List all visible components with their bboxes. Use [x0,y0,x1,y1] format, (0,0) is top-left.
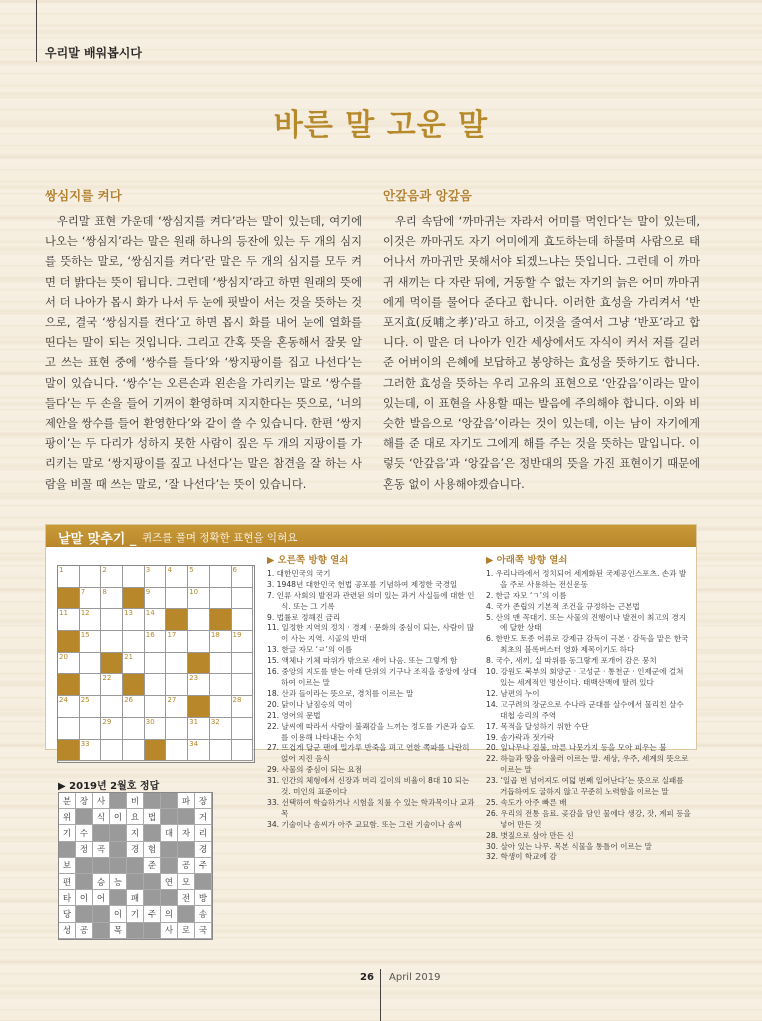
answer-cell: 주 [144,906,161,922]
crossword-cell[interactable] [101,696,123,718]
crossword-cell[interactable] [80,696,102,718]
answer-block [93,858,110,874]
answer-cell: 리 [195,825,212,841]
clue-item: 33. 선택하여 학습하거나 시험을 치룰 수 있는 학과목이나 교과목 [267,797,475,818]
clue-number: 29 [102,717,112,726]
answer-cell: 능 [110,874,127,890]
answer-cell: 파 [178,793,195,809]
clue-number: 9 [145,587,151,596]
crossword-cell[interactable] [210,674,232,696]
crossword-cell[interactable] [145,653,167,675]
crossword-cell[interactable] [123,631,145,653]
clue-number: 30 [145,717,155,726]
clue-item: 13. 한글 자모 ‘ㄹ’의 이름 [267,645,353,655]
crossword-block [101,653,123,675]
header-rule [36,0,37,62]
clue-number: 18 [210,631,220,640]
crossword-cell[interactable] [145,718,167,740]
clue-item: 31. 인간의 체형에서 신장과 머리 길이의 비율이 8대 10 되는 것. 미인의 표준이다 [267,776,470,797]
answer-grid [58,792,213,940]
answer-cell: 비 [127,793,144,809]
crossword-cell[interactable] [210,740,232,762]
crossword-cell[interactable] [101,631,123,653]
left-article [45,186,362,495]
clue-item: 1. 우리나라에서 정치되어 세계화된 국제공인스포츠. 손과 발을 주로 사용하는 전신운동 [486,568,687,589]
clue-item: 10. 강원도 북부의 회양군 · 고성군 · 통천군 · 인제군에 걸쳐 있는 세계적인 명산이다. 태백산맥에 딸려 있다 [486,667,684,687]
crossword-cell[interactable] [101,609,123,631]
crossword-cell[interactable] [101,740,123,762]
answer-cell: 보 [59,858,76,874]
clue-number: 8 [102,587,107,596]
crossword-cell[interactable] [101,566,123,588]
crossword-cell[interactable] [188,740,210,762]
clue-number: 32 [210,717,220,726]
answer-block [161,793,178,809]
crossword-cell[interactable] [80,718,102,740]
crossword-cell[interactable] [166,588,188,610]
answer-block [144,793,161,809]
answer-block [76,809,93,825]
answer-cell: 이 [110,809,127,825]
answer-cell: 사 [161,923,178,939]
clue-item: 11. 일정한 지역의 정치 · 경제 · 문화의 중심이 되는, 사람이 많이 사는 지역. 시골의 반대 [267,623,475,644]
crossword-cell[interactable] [188,674,210,696]
crossword-cell[interactable] [58,718,80,740]
answer-cell: 자 [178,825,195,841]
answer-block [59,842,76,858]
crossword-cell[interactable] [123,718,145,740]
clue-item: 2. 한글 자모 ‘ㄱ’의 이름 [486,590,567,600]
answer-cell: 법 [144,809,161,825]
crossword-cell[interactable] [101,588,123,610]
answer-cell: 장 [195,793,212,809]
down-clues-title: ▶ 아래쪽 방향 열쇠 [486,555,568,566]
answer-block [161,842,178,858]
answer-cell: 로 [178,923,195,939]
clue-number: 7 [80,587,86,596]
crossword-grid [57,565,255,763]
crossword-cell[interactable] [145,674,167,696]
answer-cell: 방 [195,890,212,906]
crossword-cell[interactable] [123,740,145,762]
answer-block [110,793,127,809]
answer-block [178,809,195,825]
crossword-cell[interactable] [166,718,188,740]
answer-cell: 성 [59,923,76,939]
clue-item: 17. 목적을 달성하기 위한 수단 [486,721,589,731]
answer-block [144,825,161,841]
answer-block [93,906,110,922]
answer-cell: 경 [195,842,212,858]
answer-cell: 지 [127,825,144,841]
answer-cell: 곡 [93,842,110,858]
answer-cell: 장 [76,793,93,809]
crossword-cell[interactable] [210,588,232,610]
clue-item: 6. 한반도 토종 어류로 강제규 감독이 극본 · 감독을 맡은 한국 최초의 블록버스터 영화 제목이기도 하다 [486,634,689,655]
clue-number: 33 [80,739,90,748]
clue-item: 25. 속도가 아주 빠른 배 [486,797,567,807]
crossword-cell[interactable] [123,566,145,588]
crossword-cell[interactable] [123,609,145,631]
right-article-heading: 안갚음과 앙갚음 [383,188,472,203]
answer-cell: 식 [93,809,110,825]
crossword-cell[interactable] [58,566,80,588]
answer-block [161,809,178,825]
answer-block [76,906,93,922]
answer-cell: 공 [76,923,93,939]
clue-number: 19 [232,631,242,640]
answer-cell: 위 [59,809,76,825]
footer-rule [380,969,381,1021]
clue-number: 23 [189,674,199,683]
clue-item: 22. 날씨에 따라서 사람이 불쾌감을 느끼는 정도를 기온과 습도를 이용해 나타내는 수치 [267,721,475,742]
answer-cell: 타 [59,890,76,906]
answer-cell: 의 [161,906,178,922]
clue-number: 28 [232,696,242,705]
crossword-cell[interactable] [210,653,232,675]
clue-item: 5. 산의 맨 꼭대기. 또는 사물의 진행이나 발전이 최고의 경지에 달한 상태 [486,612,687,633]
crossword-cell[interactable] [232,631,254,653]
crossword-block [188,696,210,718]
crossword-cell[interactable] [80,674,102,696]
issue-date: April 2019 [389,972,441,983]
clue-item: 19. 솜가락과 젓가락 [486,732,555,742]
answer-cell: 기 [59,825,76,841]
clue-item: 22. 하늘과 땅을 아울러 이르는 말. 세상, 우주, 세계의 뜻으로 이르는 말 [486,754,689,775]
right-article-body: 우리 속담에 ‘까마귀는 자라서 어미를 먹인다’는 말이 있는데, 이것은 까마귀도 자기 어미에게 효도하는데 하물며 사람으로 태어나서 까마귀만 못해서야 되겠느냐는 뜻입니다. 그런데 이 까마귀 새끼는 다 자란 뒤에, 거동할 수 없는 자기의 늙은 어미 까마귀에게 먹이를 물어다 준다고 합니다. 이러한 효성을 가리켜서 ‘반포지효(反哺之孝)’라고 하고, 이것을 줄여서 그냥 ‘반포’라고 합니다. 이 말은 더 나아가 인간 세상에서도 자식이 커서 저를 길러준 어버이의 은혜에 보답하고 봉양하는 효성을 뜻하기도 합니다. 그러한 효성을 뜻하는 우리 고유의 표현으로 ‘안갚음’이라는 말이 있는데, 이 표현을 사용할 때는 발음에 주의해야 합니다. 이와 비슷한 발음으로 ‘앙갚음’이라는 것이 있는데, 이는 남이 자기에게 해를 준 대로 자기도 그에게 해를 주는 것을 뜻하는 말입니다. 이렇듯 ‘안갚음’과 ‘앙갚음’은 정반대의 뜻을 가진 표현이기 때문에 혼동 없이 사용해야겠습니다. [383,215,700,491]
crossword-cell[interactable] [123,696,145,718]
right-article [383,186,700,495]
answer-cell: 수 [76,825,93,841]
down-clues [486,556,691,863]
crossword-cell[interactable] [58,653,80,675]
clue-item: 21. 영어의 문법 [267,710,321,720]
crossword-cell[interactable] [232,674,254,696]
answer-block [93,923,110,939]
answer-cell: 이 [76,890,93,906]
crossword-block [58,631,80,653]
crossword-cell[interactable] [166,566,188,588]
crossword-cell[interactable] [145,631,167,653]
crossword-block [58,674,80,696]
answer-block [76,874,93,890]
answer-cell: 준 [144,858,161,874]
crossword-cell[interactable] [123,653,145,675]
clue-item: 26. 우리의 전통 음료. 곶감을 담인 물에다 생강, 잣, 계피 등을 넣어 만든 것 [486,808,691,829]
answer-cell: 요 [127,809,144,825]
answer-cell: 전 [178,890,195,906]
crossword-cell[interactable] [210,696,232,718]
crossword-cell[interactable] [232,566,254,588]
answer-block [93,825,110,841]
page-number: 26 [360,972,374,983]
page-title: 바른 말 고운 말 [273,108,489,143]
answer-block [110,890,127,906]
answer-cell: 공 [178,858,195,874]
clue-item: 16. 중앙의 지도를 받는 아래 단위의 기구나 조직을 중앙에 상대하여 이르는 말 [267,667,477,687]
crossword-cell[interactable] [188,718,210,740]
answer-block [161,890,178,906]
answer-block [110,858,127,874]
clue-number: 6 [232,566,237,574]
answer-block [178,906,195,922]
crossword-cell[interactable] [166,653,188,675]
left-article-body: 우리말 표현 가운데 ‘쌍심지를 켜다’라는 말이 있는데, 여기에 나오는 ‘쌍심지’라는 말은 원래 하나의 등잔에 있는 두 개의 심지를 뜻하는 말로, ‘쌍심지를 켜다’란 말은 두 개의 심지를 모두 켜면 더 밝다는 뜻이 됩니다. 그런데 ‘쌍심지’라고 하면 원래의 뜻에서 더 나아가 몹시 화가 나서 두 눈에 핏발이 서는 것을 뜻하는 것으로, 결국 ‘쌍심지를 켠다’고 하면 몹시 화를 내어 눈에 열화를 띤다는 말이 되는 것입니다. 그리고 간혹 뜻을 혼동해서 잘못 알고 쓰는 표현 중에 ‘쌍수를 들다’와 ‘쌍지팡이를 집고 나선다’는 말이 있습니다. ‘쌍수’는 오른손과 왼손을 가리키는 말로 ‘쌍수를 들다’는 두 손을 들어 기꺼이 환영하며 지지한다는 뜻으로, ‘너의 제안을 쌍수를 들어 환영한다’와 같이 쓸 수 있습니다. 한편 ‘쌍지팡이’는 두 다리가 성하지 못한 사람이 짚은 두 개의 지팡이를 가리키는 말로 ‘쌍지팡이를 짚고 나선다’는 말은 참견을 잘 하는 사람을 비꼴 때 쓰는 말로, ‘잘 나선다’는 뜻이 있습니다. [45,215,362,491]
answer-block [127,923,144,939]
crossword-cell[interactable] [166,740,188,762]
clue-number: 14 [145,609,155,618]
answer-block [144,890,161,906]
crossword-cell[interactable] [188,609,210,631]
crossword-cell[interactable] [80,653,102,675]
clue-item: 7. 인류 사회의 발전과 관련된 의미 있는 과거 사실들에 대한 인식. 또는 그 기록 [267,590,475,611]
answer-block [127,858,144,874]
crossword-cell[interactable] [80,588,102,610]
clue-number: 10 [189,587,199,596]
crossword-cell[interactable] [166,696,188,718]
clue-item: 1. 대한민국의 국기 [267,568,331,578]
crossword-cell[interactable] [210,631,232,653]
section-label: 우리말 배워봅시다 [45,46,142,60]
answer-cell: 이 [110,906,127,922]
answer-block [76,858,93,874]
answer-block [144,923,161,939]
across-clues-title: ▶ 오른쪽 방향 열쇠 [267,555,349,566]
crossword-cell[interactable] [232,740,254,762]
answer-cell: 패 [127,890,144,906]
puzzle-header [46,525,696,547]
answer-block [178,842,195,858]
clue-number: 26 [124,696,133,705]
answer-block [110,825,127,841]
clue-item: 34. 기술이나 솜씨가 아주 교묘함. 또는 그런 기술이나 솜씨 [267,819,463,829]
crossword-cell[interactable] [232,696,254,718]
clue-item: 15. 액체나 기체 따위가 밖으로 새어 나옴. 또는 그렇게 함 [267,656,458,666]
clue-number: 1 [59,566,64,574]
crossword-cell[interactable] [80,609,102,631]
crossword-cell[interactable] [58,609,80,631]
clue-item: 20. 잎나무나 검불, 마른 나뭇가지 등을 모아 피우는 불 [486,743,667,753]
crossword-cell[interactable] [80,566,102,588]
clue-number: 22 [102,674,112,683]
clue-item: 28. 볏짚으로 삼아 만든 신 [486,830,574,840]
crossword-cell[interactable] [188,566,210,588]
clue-number: 27 [167,696,177,705]
crossword-cell[interactable] [232,653,254,675]
clue-item: 4. 국가 존립의 기본적 조건을 규정하는 근본법 [486,601,640,611]
answer-cell: 당 [59,906,76,922]
crossword-cell[interactable] [145,588,167,610]
clue-number: 24 [59,696,68,705]
crossword-cell[interactable] [232,609,254,631]
word-puzzle [45,524,697,937]
clue-number: 15 [80,631,90,640]
clue-number: 16 [145,631,155,640]
answer-cell: 경 [127,842,144,858]
across-clues [267,556,477,831]
clue-item: 9. 법률로 정해진 금리 [267,612,341,622]
clue-item: 23. ‘일곱 번 넘어져도 여덟 번째 일어난다’는 뜻으로 실패를 거듭하여도 굴하지 않고 꾸준히 노력함을 이르는 말 [486,776,684,797]
crossword-cell[interactable] [58,696,80,718]
crossword-block [145,740,167,762]
clue-number: 25 [80,696,90,705]
clue-number: 4 [167,566,172,574]
clue-item: 30. 살아 있는 나무. 목본 식물을 통틀어 이르는 말 [486,841,652,851]
clue-item: 14. 고구려의 장군으로 수나라 군대를 살수에서 물리친 살수대첩 승리의 주역 [486,699,684,720]
clue-item: 32. 학생이 학교에 감 [486,852,557,862]
down-list [486,569,691,863]
clue-item: 3. 1948년 대한민국 헌법 공포를 기념하여 제정한 국경일 [267,579,458,589]
clue-item: 8. 국수, 새끼, 실 따위를 동그랗게 포개어 감은 뭉치 [486,656,657,666]
crossword-block [166,609,188,631]
crossword-cell[interactable] [80,631,102,653]
answer-cell: 주 [195,858,212,874]
clue-number: 12 [80,609,90,618]
answer-block [195,874,212,890]
crossword-cell[interactable] [145,609,167,631]
answer-block [127,874,144,890]
answer-cell: 분 [59,793,76,809]
crossword-cell[interactable] [188,588,210,610]
crossword-cell[interactable] [101,674,123,696]
clue-item: 20. 닭이나 날짐승의 먹이 [267,699,353,709]
clue-item: 27. 뜨겁게 달군 팬에 밀가루 반죽을 펴고 연한 쪽파를 나란히 얹어 지진 음식 [267,743,470,764]
crossword-block [188,653,210,675]
answer-block [144,874,161,890]
crossword-cell[interactable] [232,718,254,740]
crossword-cell[interactable] [80,740,102,762]
clue-number: 21 [124,652,133,661]
puzzle-subtitle: 퀴즈를 풀며 정확한 표현을 익혀요 [142,532,298,544]
clue-item: 18. 산과 들이라는 뜻으로, 경치를 이르는 말 [267,688,414,698]
answer-title: ▶ 2019년 2월호 정답 [58,781,160,792]
answer-cell: 편 [59,874,76,890]
answer-block [110,842,127,858]
crossword-cell[interactable] [188,631,210,653]
crossword-cell[interactable] [145,696,167,718]
clue-number: 5 [189,566,194,574]
crossword-block [123,674,145,696]
crossword-block [123,588,145,610]
answer-cell: 대 [161,825,178,841]
answer-block [161,858,178,874]
answer-cell: 연 [161,874,178,890]
answer-cell: 어 [93,890,110,906]
crossword-cell[interactable] [101,718,123,740]
clue-number: 17 [167,631,177,640]
answer-cell: 거 [195,809,212,825]
answer-cell: 험 [144,842,161,858]
clue-number: 20 [59,652,68,661]
answer-cell: 국 [195,923,212,939]
crossword-cell[interactable] [210,566,232,588]
answer-cell: 사 [93,793,110,809]
clue-item: 12. 남편의 누이 [486,688,540,698]
answer-cell: 기 [127,906,144,922]
crossword-block [58,588,80,610]
clue-number: 31 [189,717,199,726]
answer-cell: 송 [195,906,212,922]
clue-number: 3 [145,566,151,574]
crossword-block [210,609,232,631]
crossword-block [58,740,80,762]
crossword-cell[interactable] [210,718,232,740]
left-article-heading: 쌍심지를 켜다 [45,188,122,203]
answer-cell: 정 [76,842,93,858]
crossword-cell[interactable] [166,631,188,653]
clue-number: 11 [59,609,68,618]
across-list [267,569,477,831]
crossword-cell[interactable] [145,566,167,588]
clue-number: 13 [124,609,133,618]
crossword-cell[interactable] [232,588,254,610]
clue-item: 29. 사물의 중심이 되는 요점 [267,765,363,775]
crossword-cell[interactable] [166,674,188,696]
clue-number: 2 [102,566,107,574]
answer-cell: 승 [93,874,110,890]
puzzle-title: 낱말 맞추기 _ [58,532,137,547]
answer-cell: 모 [178,874,195,890]
answer-cell: 목 [110,923,127,939]
clue-number: 34 [189,739,199,748]
